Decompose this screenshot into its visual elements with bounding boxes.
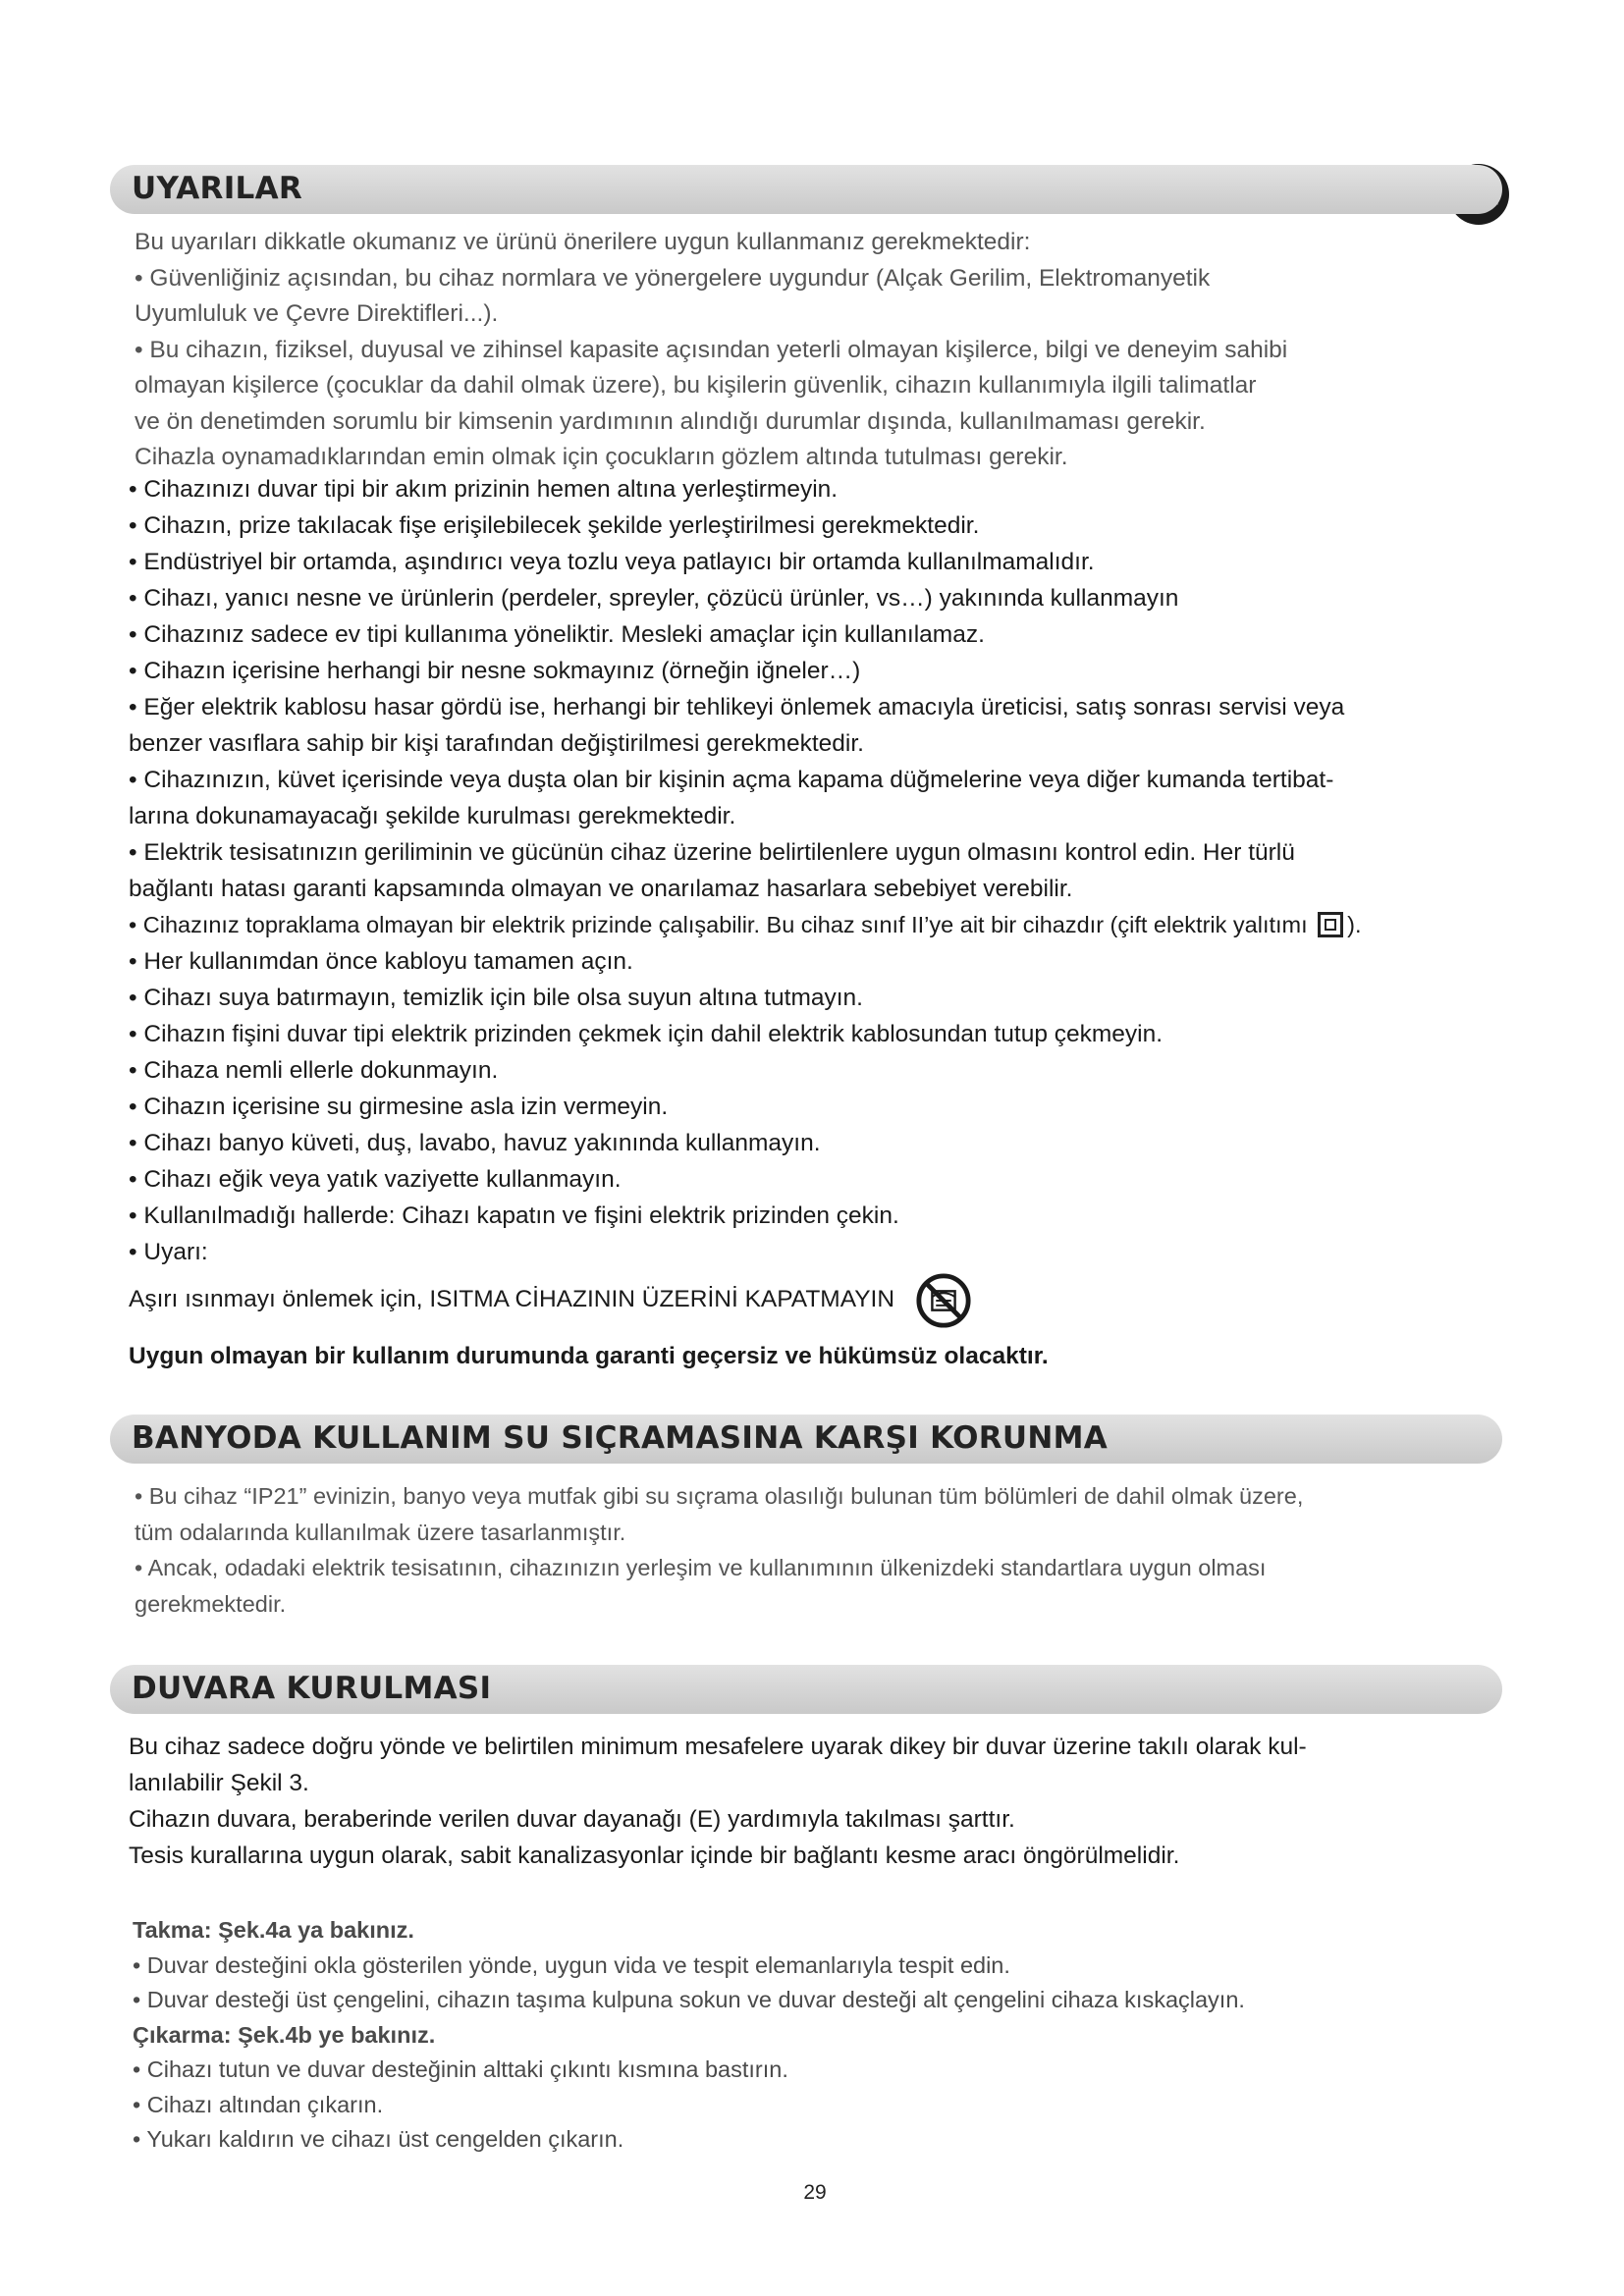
text-line: Cihazın duvara, beraberinde verilen duvar dayanağı (E) yardımıyla takılması şarttır. <box>129 1806 1015 1833</box>
text-line: • Cihazın içerisine su girmesine asla izin vermeyin. <box>129 1094 669 1120</box>
subheading: Takma: Şek.4a ya bakınız. <box>133 1917 414 1943</box>
text-line: • Cihazınız sadece ev tipi kullanıma yöneliktir. Mesleki amaçlar için kullanılamaz. <box>129 621 985 648</box>
section-header-uyarilar <box>110 165 1502 214</box>
text-line: Bu uyarıları dikkatle okumanız ve ürünü önerilere uygun kullanmanız gerekmektedir: <box>135 229 1031 255</box>
text-line: olmayan kişilerce (çocuklar da dahil olmak üzere), bu kişilerin güvenlik, cihazın kullanımıyla ilgili talimatlar <box>135 372 1257 399</box>
text-line: larına dokunamayacağı şekilde kurulması gerekmektedir. <box>129 803 736 829</box>
text-line: • Eğer elektrik kablosu hasar gördü ise, herhangi bir tehlikeyi önlemek amacıyla üreticisi, satış sonrası servisi veya <box>129 694 1345 721</box>
text-line: • Cihazınızın, küvet içerisinde veya duşta olan bir kişinin açma kapama düğmelerine veya diğer kumanda tertibat- <box>129 767 1334 793</box>
text-line: • Duvar desteğini okla gösterilen yönde, uygun vida ve tespit elemanlarıyla tespit edin. <box>133 1951 1010 1978</box>
text-line: • Güvenliğiniz açısından, bu cihaz normlara ve yönergelere uygundur (Alçak Gerilim, Elektromanyetik <box>135 264 1211 292</box>
text-line: • Cihazı tutun ve duvar desteğinin alttaki çıkıntı kısmına bastırın. <box>133 2056 788 2082</box>
section-title: DUVARA KURULMASI <box>132 1671 492 1706</box>
text-line: • Uyarı: <box>129 1239 208 1265</box>
double-insulation-icon <box>1318 912 1343 937</box>
text-line: ). <box>1347 912 1362 937</box>
text-line: • Cihazı suya batırmayın, temizlik için bile olsa suyun altına tutmayın. <box>129 985 863 1011</box>
guarantee-note: Uygun olmayan bir kullanım durumunda garanti geçersiz ve hükümsüz olacaktır. <box>129 1343 1049 1369</box>
section-header-banyo <box>110 1415 1502 1464</box>
text-line: • Cihazın, prize takılacak fişe erişilebilecek şekilde yerleştirilmesi gerekmektedir. <box>129 512 980 539</box>
text-line: • Cihazınızı duvar tipi bir akım prizinin hemen altına yerleştirmeyin. <box>129 476 839 503</box>
section-title: UYARILAR <box>132 171 303 206</box>
text-line: • Kullanılmadığı hallerde: Cihazı kapatın ve fişini elektrik prizinden çekin. <box>129 1202 899 1229</box>
text-line: • Cihazın fişini duvar tipi elektrik prizinden çekmek için dahil elektrik kablosundan tutup çekmeyin. <box>129 1021 1164 1047</box>
text-line: • Cihazı, yanıcı nesne ve ürünlerin (perdeler, spreyler, çözücü ürünler, vs…) yakınında kullanmayın <box>129 585 1179 612</box>
text-line: • Endüstriyel bir ortamda, aşındırıcı veya tozlu veya patlayıcı bir ortamda kullanılmamalıdır. <box>129 549 1095 575</box>
subheading: Çıkarma: Şek.4b ye bakınız. <box>133 2021 436 2048</box>
class2-line <box>129 907 1523 943</box>
text-line: • Cihazı banyo küveti, duş, lavabo, havuz yakınında kullanmayın. <box>129 1130 821 1156</box>
text-line: Bu cihaz sadece doğru yönde ve belirtilen minimum mesafelere uyarak dikey bir duvar üzerine takılı olarak kul- <box>129 1734 1307 1760</box>
text-line: Uyumluluk ve Çevre Direktifleri...). <box>135 300 499 327</box>
text-line: gerekmektedir. <box>135 1590 287 1617</box>
section-title: BANYODA KULLANIM SU SIÇRAMASINA KARŞI KORUNMA <box>132 1420 1109 1456</box>
text-line: • Ancak, odadaki elektrik tesisatının, cihazınızın yerleşim ve kullanımının ülkenizdeki standartlara uygun olması <box>135 1555 1267 1580</box>
text-line: • Cihazı eğik veya yatık vaziyette kullanmayın. <box>129 1166 622 1193</box>
text-line: • Bu cihazın, fiziksel, duyusal ve zihinsel kapasite açısından yeterli olmayan kişilerce, bilgi ve deneyim sahibi <box>135 336 1288 363</box>
mounting-instructions <box>133 1913 1527 2158</box>
section-header-duvar <box>110 1665 1502 1714</box>
warnings-list <box>129 471 1523 1329</box>
text-line: • Bu cihaz “IP21” evinizin, banyo veya mutfak gibi su sıçrama olasılığı bulunan tüm bölümleri de dahil olmak üzere, <box>135 1483 1304 1509</box>
text-line: • Cihazı altından çıkarın. <box>133 2091 384 2117</box>
text-line: benzer vasıflara sahip bir kişi tarafından değiştirilmesi gerekmektedir. <box>129 730 864 757</box>
text-line: • Cihazınız topraklama olmayan bir elektrik prizinde çalışabilir. Bu cihaz sınıf II’ye ait bir cihazdır (çift elektrik yalıtımı <box>129 912 1308 937</box>
text-line: • Cihaza nemli ellerle dokunmayın. <box>129 1057 499 1084</box>
text-line: • Yukarı kaldırın ve cihazı üst cengelden çıkarın. <box>133 2126 624 2152</box>
text-line: ve ön denetimden sorumlu bir kimsenin yardımının alındığı durumlar dışında, kullanılmaması gerekir. <box>135 407 1206 435</box>
text-line: lanılabilir Şekil 3. <box>129 1770 309 1796</box>
wall-mount-text <box>129 1729 1523 1874</box>
text-line: • Duvar desteği üst çengelini, cihazın taşıma kulpuna sokun ve duvar desteği alt çengelini cihaza kıskaçlayın. <box>133 1987 1245 2012</box>
text-line: Tesis kurallarına uygun olarak, sabit kanalizasyonlar içinde bir bağlantı kesme aracı öngörülmelidir. <box>129 1842 1180 1869</box>
page-number: 29 <box>803 2181 827 2204</box>
cover-warning-line <box>129 1270 1523 1329</box>
text-line: bağlantı hatası garanti kapsamında olmayan ve onarılamaz hasarlara sebebiyet verebilir. <box>129 876 1073 902</box>
text-line: • Elektrik tesisatınızın geriliminin ve gücünün cihaz üzerine belirtilenlere uygun olmasını kontrol edin. Her türlü <box>129 839 1295 866</box>
warnings-intro <box>135 225 1509 476</box>
text-line: Cihazla oynamadıklarından emin olmak için çocukların gözlem altında tutulması gerekir. <box>135 444 1068 470</box>
text-line: Aşırı ısınmayı önlemek için, ISITMA CİHAZININ ÜZERİNİ KAPATMAYIN <box>129 1286 895 1312</box>
text-line: • Her kullanımdan önce kabloyu tamamen açın. <box>129 948 633 975</box>
text-line: tüm odalarında kullanılmak üzere tasarlanmıştır. <box>135 1519 626 1545</box>
do-not-cover-icon <box>915 1272 972 1329</box>
bathroom-text <box>135 1478 1529 1622</box>
text-line: • Cihazın içerisine herhangi bir nesne sokmayınız (örneğin iğneler…) <box>129 658 861 684</box>
